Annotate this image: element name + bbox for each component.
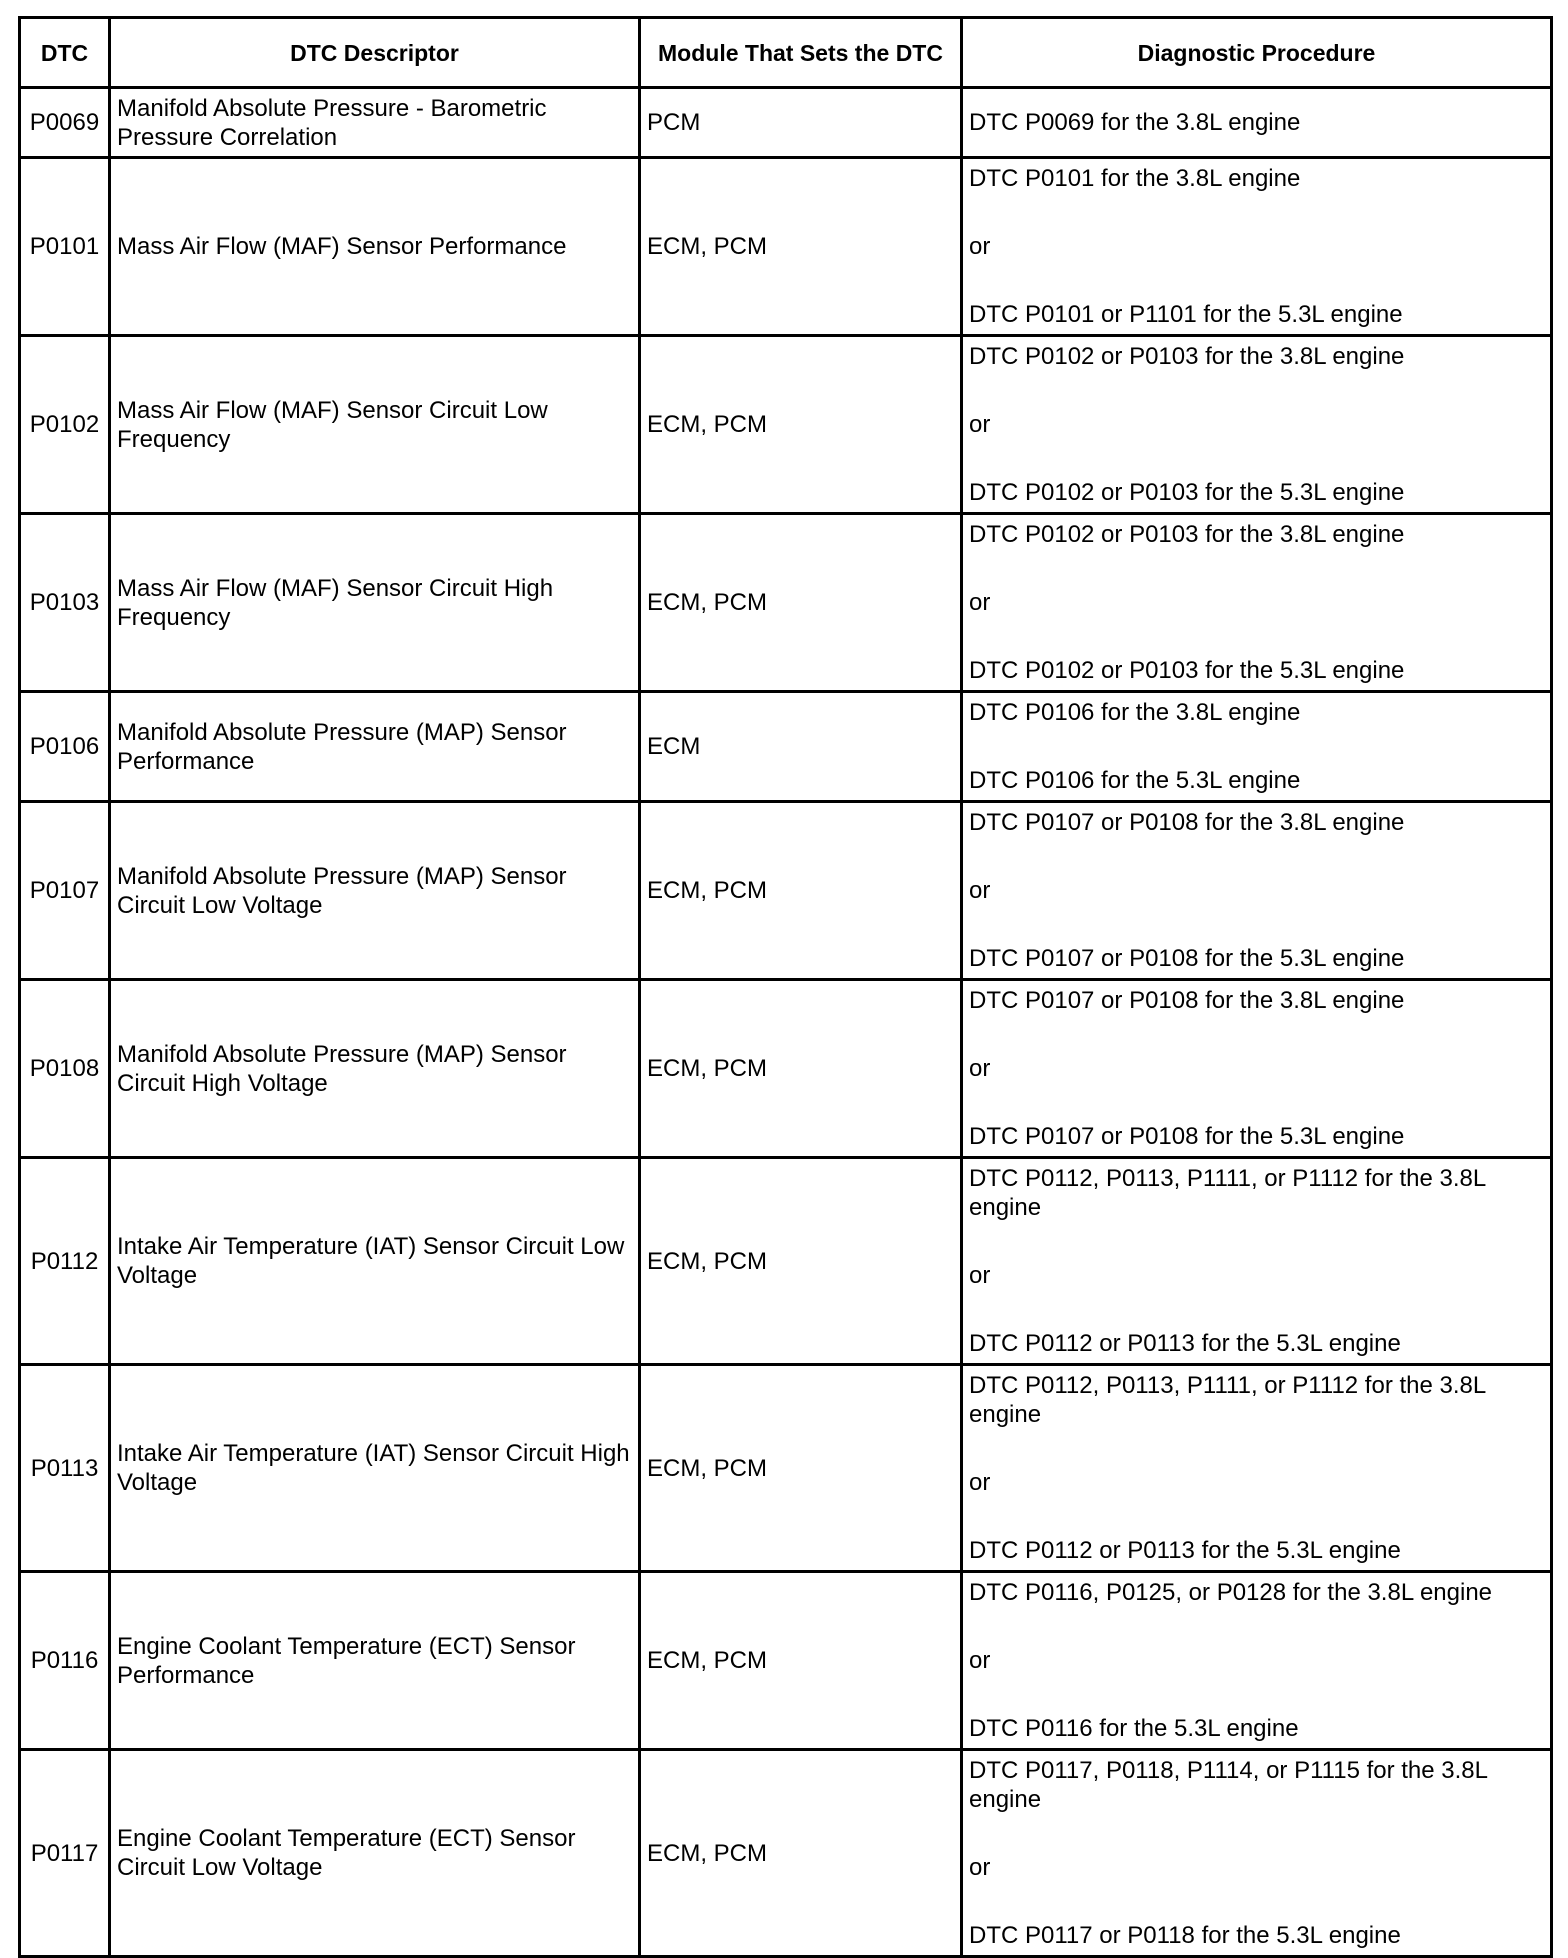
table-header-row [20, 18, 1552, 88]
dtc-procedure [962, 336, 1552, 514]
procedure-or: or [969, 1647, 991, 1674]
dtc-code: P0101 [20, 158, 110, 336]
table-row [20, 1365, 1552, 1572]
procedure-line: DTC P0107 or P0108 for the 5.3L engine [969, 1123, 1405, 1150]
procedure-line: DTC P0112, P0113, P1111, or P1112 for the 3.8L engine [969, 1372, 1486, 1428]
procedure-line: DTC P0107 or P0108 for the 3.8L engine [969, 809, 1405, 836]
procedure-or: or [969, 589, 991, 616]
dtc-descriptor: Mass Air Flow (MAF) Sensor Circuit Low Frequency [110, 336, 640, 514]
table-row [20, 1572, 1552, 1750]
dtc-table [18, 16, 1553, 1958]
dtc-code: P0069 [20, 88, 110, 158]
table-row [20, 692, 1552, 802]
procedure-line: DTC P0106 for the 5.3L engine [969, 767, 1301, 794]
procedure-line: DTC P0116, P0125, or P0128 for the 3.8L engine [969, 1579, 1493, 1606]
dtc-descriptor: Mass Air Flow (MAF) Sensor Performance [110, 158, 640, 336]
procedure-line: DTC P0106 for the 3.8L engine [969, 699, 1301, 726]
procedure-or: or [969, 1055, 991, 1082]
dtc-module: ECM, PCM [640, 802, 962, 980]
dtc-descriptor: Manifold Absolute Pressure - Barometric Pressure Correlation [110, 88, 640, 158]
procedure-line: DTC P0112 or P0113 for the 5.3L engine [969, 1537, 1401, 1564]
table-row [20, 1750, 1552, 1957]
procedure-line: DTC P0107 or P0108 for the 5.3L engine [969, 945, 1405, 972]
procedure-or: or [969, 411, 991, 438]
dtc-code: P0112 [20, 1158, 110, 1365]
dtc-descriptor: Engine Coolant Temperature (ECT) Sensor Performance [110, 1572, 640, 1750]
dtc-procedure [962, 158, 1552, 336]
procedure-line: DTC P0117, P0118, P1114, or P1115 for the 3.8L engine [969, 1757, 1488, 1813]
table-row [20, 980, 1552, 1158]
header-dtc: DTC [20, 18, 110, 88]
dtc-procedure [962, 980, 1552, 1158]
dtc-code: P0103 [20, 514, 110, 692]
dtc-code: P0108 [20, 980, 110, 1158]
dtc-procedure [962, 514, 1552, 692]
table-row [20, 336, 1552, 514]
procedure-or: or [969, 233, 991, 260]
procedure-or: or [969, 1262, 991, 1289]
table-row [20, 158, 1552, 336]
procedure-line: DTC P0102 or P0103 for the 5.3L engine [969, 657, 1405, 684]
procedure-or: or [969, 1854, 991, 1881]
procedure-line: DTC P0101 or P1101 for the 5.3L engine [969, 301, 1403, 328]
procedure-line: DTC P0069 for the 3.8L engine [969, 109, 1301, 136]
dtc-descriptor: Manifold Absolute Pressure (MAP) Sensor Performance [110, 692, 640, 802]
dtc-module: ECM, PCM [640, 980, 962, 1158]
dtc-module: ECM, PCM [640, 1750, 962, 1957]
dtc-procedure [962, 88, 1552, 158]
dtc-procedure [962, 1365, 1552, 1572]
dtc-module: ECM, PCM [640, 1365, 962, 1572]
procedure-line: DTC P0101 for the 3.8L engine [969, 165, 1301, 192]
dtc-module: ECM [640, 692, 962, 802]
header-descriptor: DTC Descriptor [110, 18, 640, 88]
procedure-line: DTC P0102 or P0103 for the 5.3L engine [969, 479, 1405, 506]
dtc-code: P0116 [20, 1572, 110, 1750]
procedure-line: DTC P0117 or P0118 for the 5.3L engine [969, 1922, 1401, 1949]
dtc-procedure [962, 1750, 1552, 1957]
procedure-or: or [969, 877, 991, 904]
dtc-descriptor: Manifold Absolute Pressure (MAP) Sensor Circuit Low Voltage [110, 802, 640, 980]
dtc-code: P0102 [20, 336, 110, 514]
dtc-code: P0106 [20, 692, 110, 802]
table-row [20, 1158, 1552, 1365]
dtc-code: P0107 [20, 802, 110, 980]
dtc-code: P0113 [20, 1365, 110, 1572]
procedure-line: DTC P0112 or P0113 for the 5.3L engine [969, 1330, 1401, 1357]
dtc-module: ECM, PCM [640, 514, 962, 692]
procedure-line: DTC P0107 or P0108 for the 3.8L engine [969, 987, 1405, 1014]
procedure-line: DTC P0112, P0113, P1111, or P1112 for the 3.8L engine [969, 1165, 1486, 1221]
dtc-descriptor: Engine Coolant Temperature (ECT) Sensor Circuit Low Voltage [110, 1750, 640, 1957]
dtc-module: PCM [640, 88, 962, 158]
dtc-module: ECM, PCM [640, 1158, 962, 1365]
header-procedure: Diagnostic Procedure [962, 18, 1552, 88]
dtc-procedure [962, 802, 1552, 980]
dtc-procedure [962, 692, 1552, 802]
table-row [20, 802, 1552, 980]
table-row [20, 88, 1552, 158]
dtc-module: ECM, PCM [640, 158, 962, 336]
procedure-line: DTC P0102 or P0103 for the 3.8L engine [969, 521, 1405, 548]
dtc-module: ECM, PCM [640, 1572, 962, 1750]
dtc-procedure [962, 1572, 1552, 1750]
dtc-module: ECM, PCM [640, 336, 962, 514]
dtc-descriptor: Intake Air Temperature (IAT) Sensor Circuit Low Voltage [110, 1158, 640, 1365]
dtc-descriptor: Intake Air Temperature (IAT) Sensor Circuit High Voltage [110, 1365, 640, 1572]
table-row [20, 514, 1552, 692]
procedure-line: DTC P0102 or P0103 for the 3.8L engine [969, 343, 1405, 370]
procedure-or: or [969, 1469, 991, 1496]
dtc-code: P0117 [20, 1750, 110, 1957]
dtc-procedure [962, 1158, 1552, 1365]
header-module: Module That Sets the DTC [640, 18, 962, 88]
procedure-line: DTC P0116 for the 5.3L engine [969, 1715, 1299, 1742]
dtc-descriptor: Manifold Absolute Pressure (MAP) Sensor Circuit High Voltage [110, 980, 640, 1158]
dtc-descriptor: Mass Air Flow (MAF) Sensor Circuit High Frequency [110, 514, 640, 692]
